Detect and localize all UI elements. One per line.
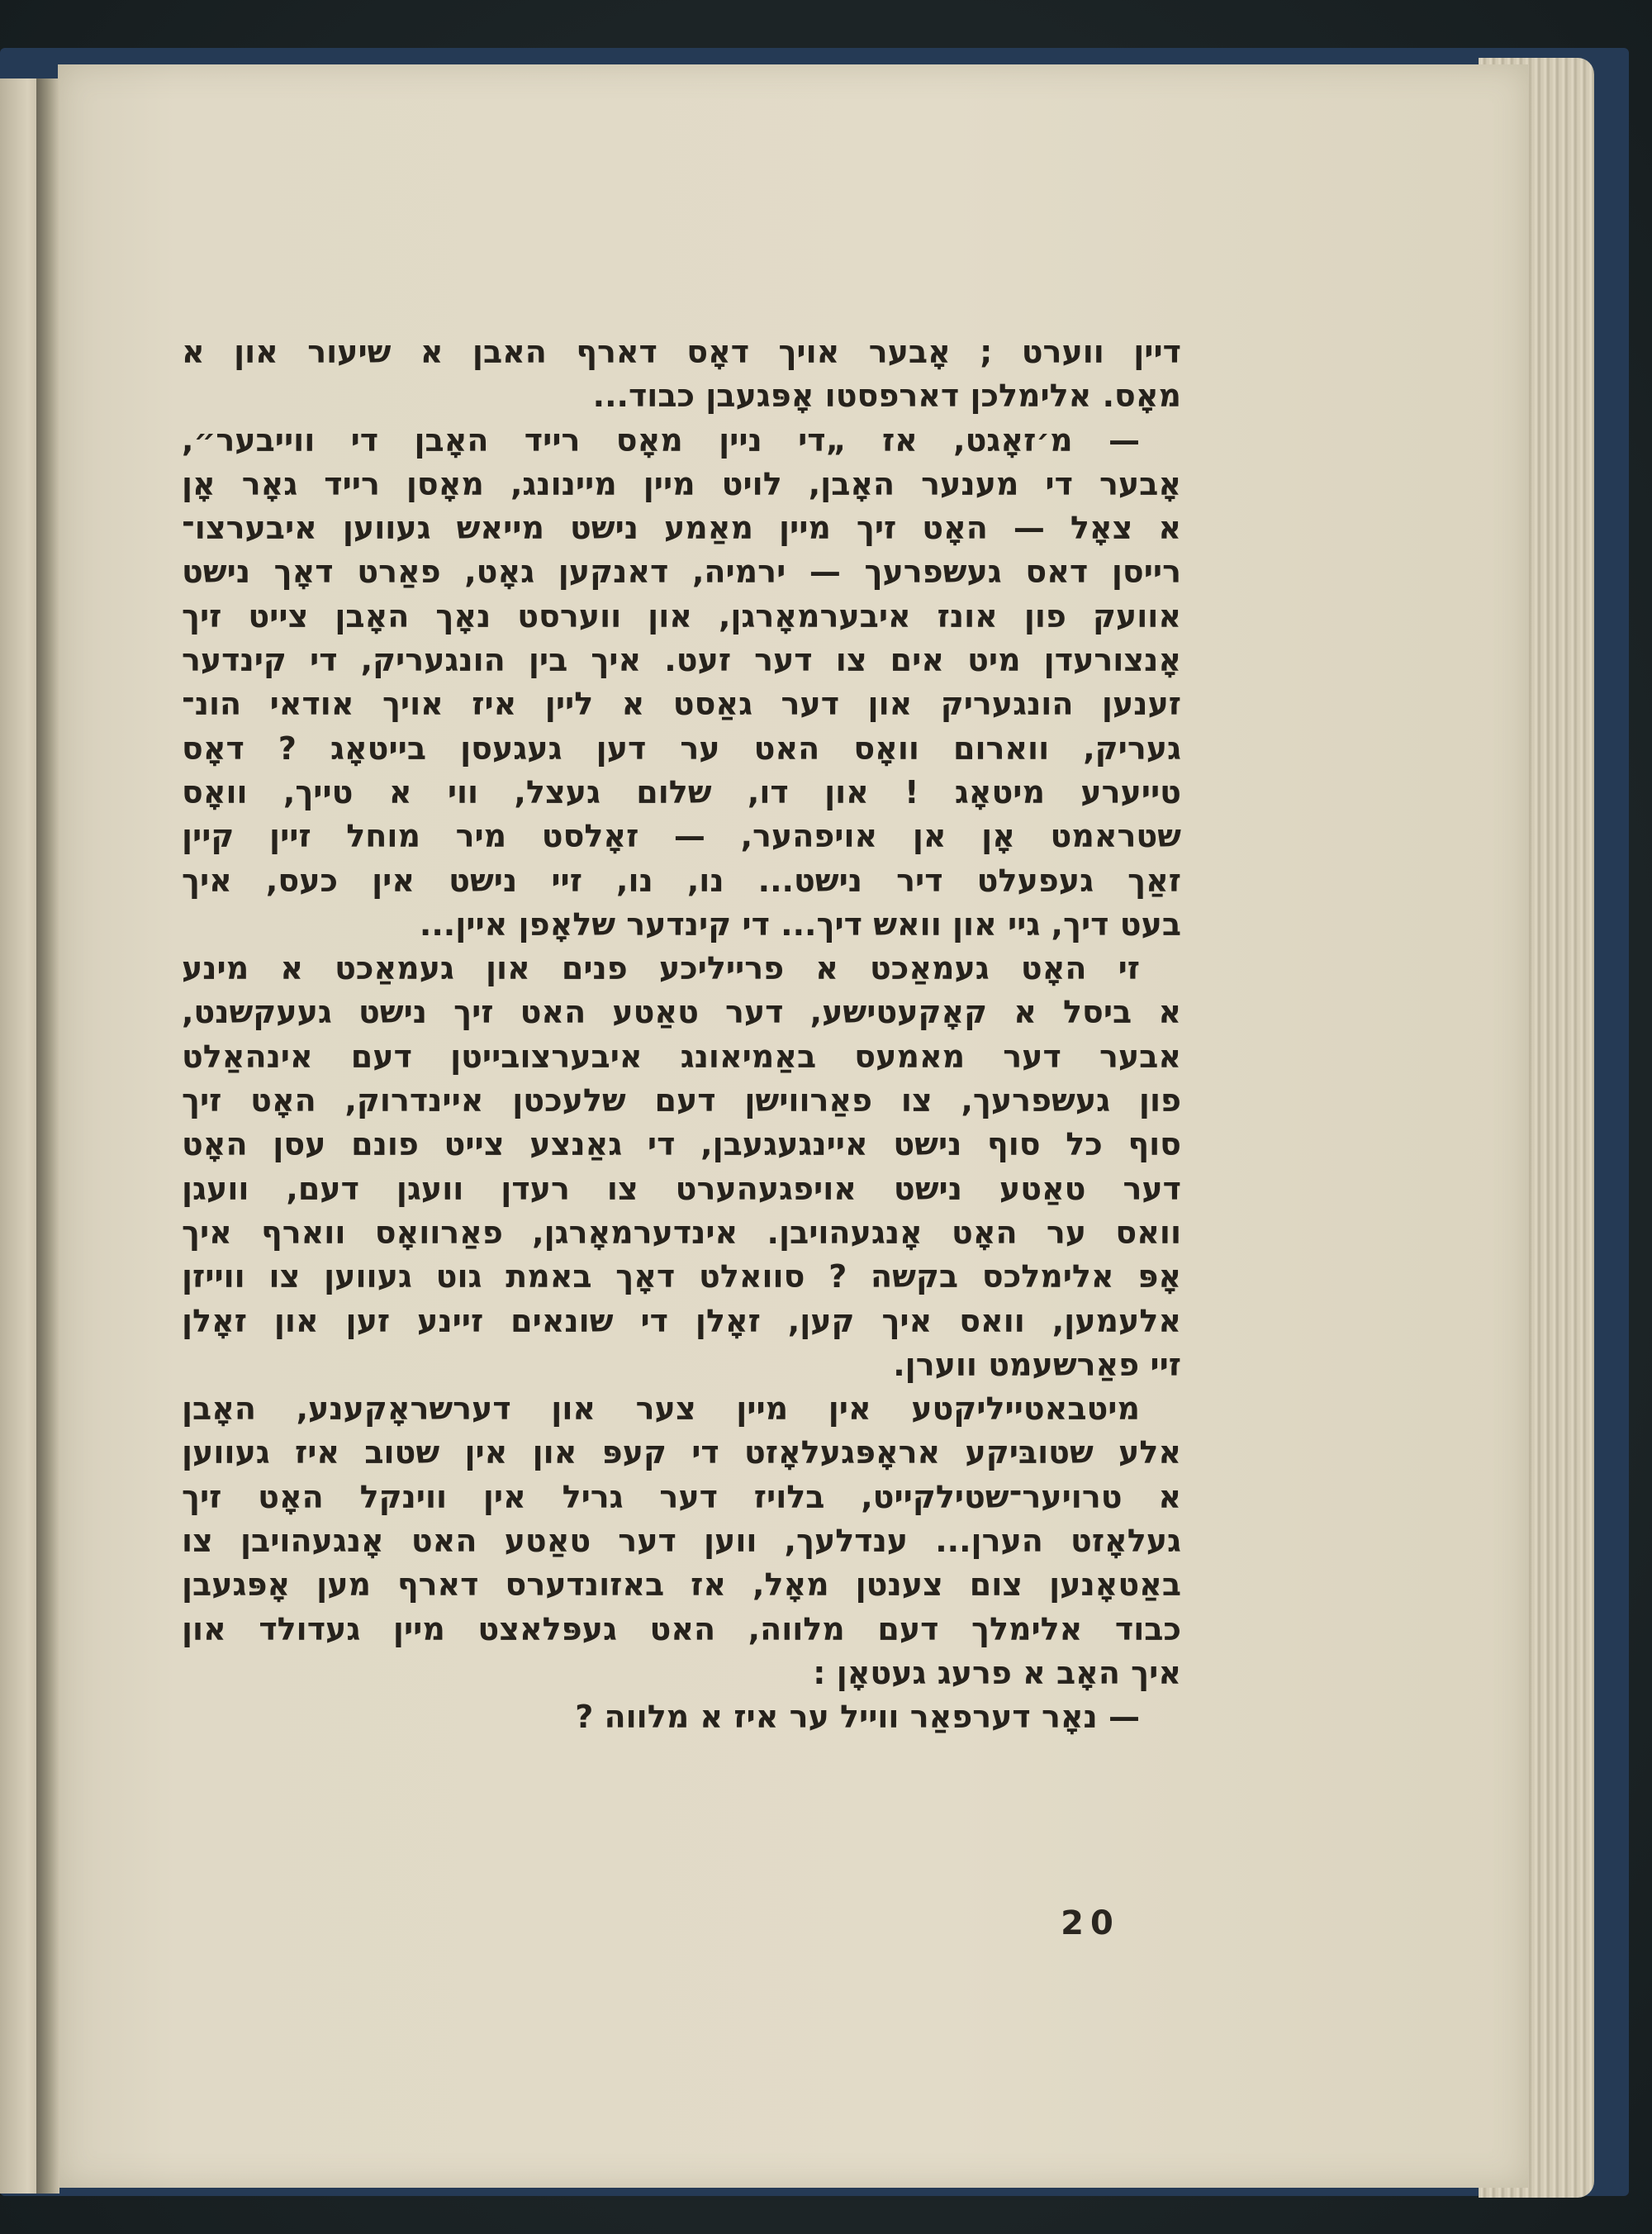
text-line: בעט דיך, גיי און וואש דיך... די קינדער שלאָפן איין...	[419, 905, 1181, 943]
text-line: איך האָב א פרעג געטאָן :	[813, 1654, 1181, 1691]
text-line: זענען הונגעריק און דער גאַסט א ליין איז אויך אודאי הונ־	[182, 686, 1181, 723]
text-line: מיטבאטייליקטע אין מיין צער און דערשראָקענע, האָבן	[182, 1390, 1140, 1428]
text-line: זאַך געפעלט דיר נישט... נו, נו, זיי נישט אין כעס, איך	[182, 862, 1181, 899]
text-line: באַטאָנען צום צענטן מאָל, אז באזונדערס דארף מען אָפּגעבן	[182, 1566, 1181, 1604]
text-line: אבער דער מאמעס באַמיאונג איבערצובייטן דעם אינהאַלט	[182, 1038, 1181, 1075]
text-line: רייסן דאס געשפרעך — ירמיה, דאנקען גאָט, פאַרט דאָך נישט	[182, 554, 1181, 591]
text-line: — נאָר דערפאַר ווייל ער איז א מלווה ?	[575, 1699, 1140, 1736]
text-line: אוועק פון אונז איבערמאָרגן, און ווערסט נאָך האָבן צייט זיך	[182, 597, 1181, 635]
text-line: וואס ער האָט אָנגעהויבן. אינדערמאָרגן, פאַרוואָס ווארף איך	[182, 1214, 1181, 1251]
text-line: אָנצורעדן מיט אים צו דער זעט. איך בין הונגעריק, די קינדער	[182, 642, 1181, 679]
text-line: א ביסל א קאָקעטישע, דער טאַטע האט זיך נישט געעקשנט,	[182, 994, 1181, 1031]
text-line: שטראמט אָן אן אויפהער, — זאָלסט מיר מוחל זיין קיין	[182, 818, 1181, 855]
page-number: 20	[1061, 1904, 1120, 1942]
text-line: פון געשפרעך, צו פאַרווישן דעם שלעכטן איינדרוק, האָט זיך	[182, 1082, 1181, 1119]
text-line: געלאָזט הערן... ענדלעך, ווען דער טאַטע האט אָנגעהויבן צו	[182, 1523, 1181, 1560]
text-line: זיי פאַרשעמט ווערן.	[893, 1346, 1181, 1383]
text-line: מאָס. אלימלכן דארפסטו אָפּגעבן כבוד...	[592, 378, 1181, 415]
text-line: אָפּ אלימלכס בקשה ? סוואלט דאָך באמת גוט געווען צו ווייזן	[182, 1258, 1181, 1295]
text-line: א צאָל — האָט זיך מיין מאַמע נישט מייאש געווען איבערצו־	[182, 510, 1181, 547]
text-line: געריק, ווארום וואָס האט ער דען געגעסן בייטאָג ? דאָס	[182, 730, 1181, 767]
text-line: דיין ווערט ; אָבער אויך דאָס דארף האבן א שיעור און א	[182, 334, 1181, 370]
text-line: סוף כל סוף נישט איינגעגעבן, די גאַנצע צייט פונם עסן האָט	[182, 1126, 1181, 1163]
text-line: טייערע מיטאָג ! און דו, שלום געצל, ווי א טייך, וואָס	[182, 773, 1181, 810]
text-line: א טרויער־שטילקייט, בלויז דער גריל אין ווינקל האָט זיך	[182, 1478, 1181, 1515]
page-text	[182, 330, 1181, 1740]
text-line: אלע שטובּיקע אראָפּגעלאָזט די קעפּ און אין שטוב איז געווען	[182, 1434, 1181, 1471]
facing-page	[0, 78, 40, 2194]
text-line: אָבער די מענער האָבן, לויט מיין מיינונג, מאָסן רייד גאָר אָן	[182, 465, 1181, 502]
text-line: זי האָט געמאַכט א פרייליכע פנים און געמאַכט א מינע	[182, 950, 1140, 987]
text-line: כבוד אלימלך דעם מלווה, האט געפּלאצט מיין געדולד און	[182, 1610, 1181, 1647]
text-line: — מ׳זאָגט, אז „די ניין מאָס רייד האָבן די ווייבער״,	[182, 421, 1140, 459]
text-line: דער טאַטע נישט אויפגעהערט צו רעדן וועגן דעם, וועגן	[182, 1170, 1181, 1207]
book-gutter	[36, 78, 59, 2194]
text-line: אלעמען, וואס איך קען, זאָלן די שונאים זיינע זען און זאָלן	[182, 1302, 1181, 1339]
